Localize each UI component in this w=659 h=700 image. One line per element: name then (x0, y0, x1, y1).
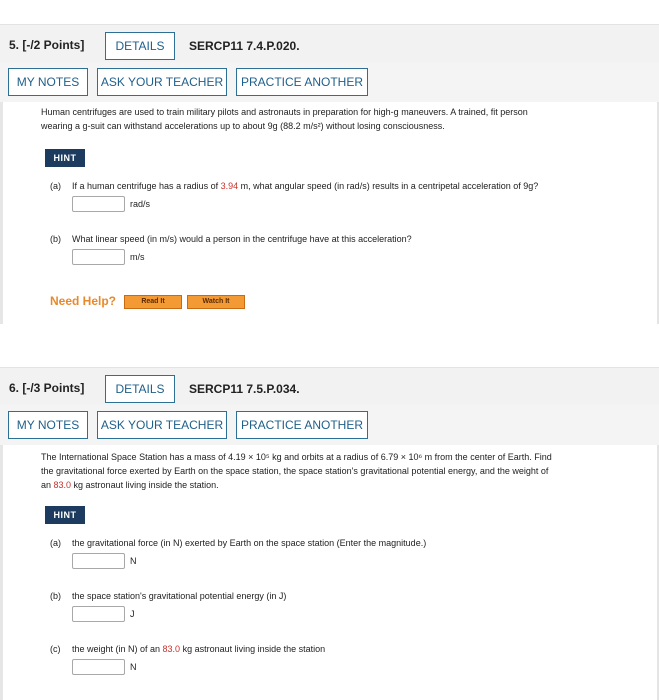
read-it-button[interactable]: Read It (124, 295, 182, 309)
question-5-stem (41, 105, 641, 133)
part-a-text: the gravitational force (in N) exerted by Earth on the space station (Enter the magnitude.) (72, 538, 427, 548)
need-help-label: Need Help? (50, 294, 117, 308)
ask-your-teacher-button[interactable]: ASK YOUR TEACHER (97, 68, 227, 96)
answer-a-unit: rad/s (130, 199, 151, 209)
astronaut-mass-value: 83.0 (53, 480, 72, 490)
answer-c-unit: N (130, 662, 137, 672)
answer-c-input[interactable] (72, 659, 125, 675)
question-6-part-c (50, 644, 325, 654)
question-5-stem-line-1: Human centrifuges are used to train military pilots and astronauts in preparation for high-g maneuvers. A trained, fit person (41, 107, 528, 117)
radius-value: 3.94 (220, 181, 239, 191)
watch-it-button[interactable]: Watch It (187, 295, 245, 309)
answer-b-input[interactable] (72, 606, 125, 622)
question-6-actions (0, 405, 659, 446)
stem-text: kg astronaut living inside the station. (71, 480, 219, 490)
part-b-text: What linear speed (in m/s) would a person in the centrifuge have at this acceleration? (72, 234, 412, 244)
question-5-details-button[interactable]: DETAILS (105, 32, 175, 60)
question-6-part-a (50, 538, 426, 548)
question-6-stem (41, 450, 659, 492)
astronaut-mass-value: 83.0 (162, 644, 181, 654)
answer-a-input[interactable] (72, 196, 125, 212)
my-notes-button[interactable]: MY NOTES (8, 411, 88, 439)
part-label: (b) (50, 234, 61, 244)
question-6-stem-line-1: The International Space Station has a mass of 4.19 × 10⁵ kg and orbits at a radius of 6.79 × 10⁶ m from the center of Earth. Find (41, 452, 552, 462)
question-5-actions (0, 62, 659, 103)
question-6-details-button[interactable]: DETAILS (105, 375, 175, 403)
question-5-points: 5. [-/2 Points] (9, 38, 85, 52)
answer-b-unit: J (130, 609, 135, 619)
my-notes-button[interactable]: MY NOTES (8, 68, 88, 96)
part-c-text-post: kg astronaut living inside the station (180, 644, 326, 654)
answer-a-unit: N (130, 556, 137, 566)
part-a-text-pre: If a human centrifuge has a radius of (72, 181, 221, 191)
question-6-body (0, 445, 659, 700)
ask-your-teacher-button[interactable]: ASK YOUR TEACHER (97, 411, 227, 439)
question-6-points: 6. [-/3 Points] (9, 381, 85, 395)
part-label: (b) (50, 591, 61, 601)
hint-button[interactable]: HINT (45, 149, 85, 167)
stem-text: an (41, 480, 54, 490)
question-5-code: SERCP11 7.4.P.020. (189, 39, 300, 53)
part-b-text: the space station's gravitational potential energy (in J) (72, 591, 287, 601)
hint-button[interactable]: HINT (45, 506, 85, 524)
question-6-stem-line-3 (41, 478, 659, 492)
part-label: (a) (50, 538, 61, 548)
answer-a-input[interactable] (72, 553, 125, 569)
practice-another-button[interactable]: PRACTICE ANOTHER (236, 68, 368, 96)
question-5-part-b (50, 234, 412, 244)
question-6-code: SERCP11 7.5.P.034. (189, 382, 300, 396)
question-6-stem-line-2: the gravitational force exerted by Earth on the space station, the space station's gravitational potential energy, and the weight of (41, 466, 549, 476)
answer-b-unit: m/s (130, 252, 145, 262)
part-label: (c) (50, 644, 61, 654)
part-c-text-pre: the weight (in N) of an (72, 644, 163, 654)
practice-another-button[interactable]: PRACTICE ANOTHER (236, 411, 368, 439)
question-5-body (0, 102, 659, 324)
part-a-text-post: m, what angular speed (in rad/s) results in a centripetal acceleration of 9g? (238, 181, 539, 191)
answer-b-input[interactable] (72, 249, 125, 265)
question-6-part-b (50, 591, 286, 601)
question-5-stem-line-2: wearing a g-suit can withstand accelerations up to about 9g (88.2 m/s²) without losing consciousness. (41, 121, 445, 131)
part-label: (a) (50, 181, 61, 191)
question-5-part-a (50, 181, 538, 191)
